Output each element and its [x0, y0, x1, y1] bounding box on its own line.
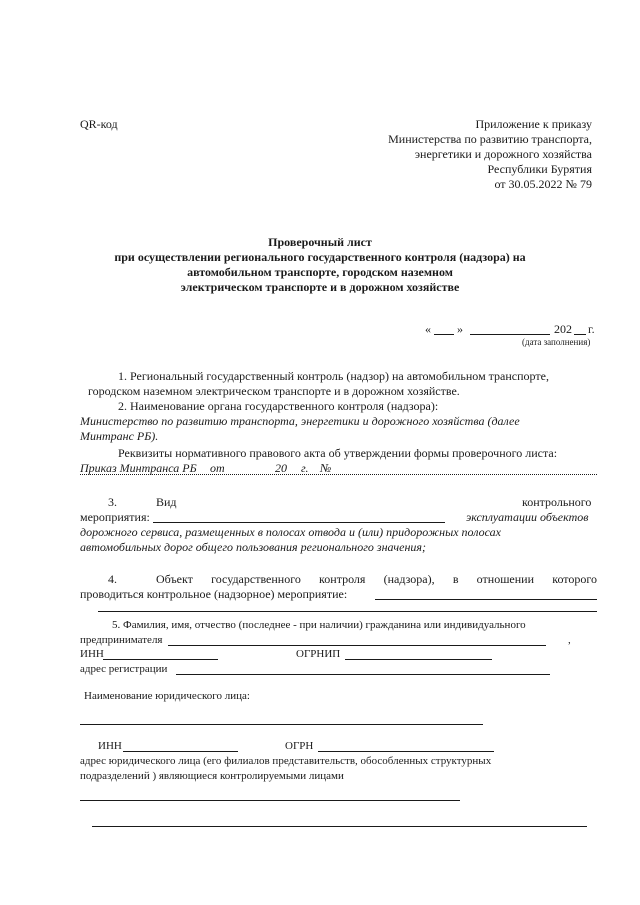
item-3-type-line [153, 522, 445, 523]
date-year-line [574, 334, 586, 335]
legal-inn-label: ИНН [98, 740, 122, 752]
item-3-italic-1: эксплуатации объектов [466, 510, 589, 524]
date-day-line [434, 334, 454, 335]
item-3-italic-2: дорожного сервиса, размещенных в полосах отвода и (или) придорожных полосах [80, 525, 501, 539]
section-5-ogrnip-line [345, 659, 492, 660]
title-line: при осуществлении регионального государственного контроля (надзора) на [114, 250, 526, 264]
qr-code-label: QR-код [80, 117, 118, 131]
item-4-extra-line [98, 611, 597, 612]
date-close-quote: » [457, 322, 463, 336]
item-2-requisites: Реквизиты нормативного правового акта об утверждении формы проверочного листа: [118, 446, 558, 460]
item-4-object-line [375, 599, 597, 600]
section-5-comma: , [568, 634, 571, 646]
legal-ogrn-line [318, 751, 494, 752]
item-4-text: Объект государственного контроля (надзора), в отношении которого [156, 572, 597, 586]
appendix-block [388, 117, 592, 192]
title-line: автомобильном транспорте, городском наземном [187, 265, 453, 279]
date-caption: (дата заполнения) [522, 337, 591, 347]
date-month-line [470, 334, 550, 335]
item-2-order-g: г. [301, 461, 309, 475]
section-5-line-1: 5. Фамилия, имя, отчество (последнее - при наличии) гражданина или индивидуального [112, 619, 526, 631]
document-title [0, 235, 640, 295]
bottom-line [92, 826, 587, 827]
legal-address-line [80, 800, 460, 801]
item-2-heading: 2. Наименование органа государственного контроля (надзора): [118, 399, 439, 413]
item-4-number: 4. [108, 572, 117, 586]
item-2-order-from: от [210, 461, 225, 475]
legal-inn-line [123, 751, 238, 752]
date-year: 202 [554, 322, 572, 336]
section-5-entrepreneur-label: предпринимателя [80, 634, 163, 646]
section-5-inn-line [103, 659, 218, 660]
section-5-address-line [176, 674, 550, 675]
item-1-line-1: 1. Региональный государственный контроль (надзор) на автомобильном транспорте, [118, 369, 549, 383]
item-2-ministry-line-2: Минтранс РБ). [80, 429, 159, 443]
item-3-italic-3: автомобильных дорог общего пользования регионального значения; [80, 540, 426, 554]
appendix-line: Министерства по развитию транспорта, [388, 132, 592, 146]
date-open-quote: « [425, 322, 431, 336]
item-2-order-line [80, 474, 597, 475]
item-2-order-number: № [320, 461, 332, 475]
appendix-line: от 30.05.2022 № 79 [494, 177, 592, 191]
item-4-line-2: проводиться контрольное (надзорное) мероприятие: [80, 587, 348, 601]
appendix-line: Приложение к приказу [475, 117, 592, 131]
legal-entity-label: Наименование юридического лица: [84, 690, 250, 702]
item-1-line-2: городском наземном электрическом транспорте и в дорожном хозяйстве. [88, 384, 460, 398]
section-5-entrepreneur-line [168, 645, 546, 646]
item-3-kontrolnogo: контрольного [522, 495, 592, 509]
item-3-vid: Вид [156, 495, 177, 509]
section-5-address-label: адрес регистрации [80, 663, 168, 675]
title-line: электрическом транспорте и в дорожном хозяйстве [180, 280, 460, 294]
item-3-number: 3. [108, 495, 117, 509]
legal-entity-line [80, 724, 483, 725]
item-3-meropriyatiya: мероприятия: [80, 510, 150, 524]
item-2-ministry-line-1: Министерство по развитию транспорта, энергетики и дорожного хозяйства (далее [80, 414, 520, 428]
legal-address-line-1: адрес юридического лица (его филиалов представительств, обособленных структурных [80, 755, 492, 767]
appendix-line: энергетики и дорожного хозяйства [414, 147, 592, 161]
date-year-suffix: г. [588, 322, 595, 336]
section-5-inn-label: ИНН [80, 648, 104, 660]
item-2-order-year: 20 [275, 461, 287, 475]
title-line: Проверочный лист [268, 235, 372, 249]
item-2-order: Приказ Минтранса РБ [80, 461, 197, 475]
legal-ogrn-label: ОГРН [285, 740, 314, 752]
section-5-ogrnip-label: ОГРНИП [296, 648, 341, 660]
appendix-line: Республики Бурятия [487, 162, 592, 176]
legal-address-line-2: подразделений ) являющиеся контролируемыми лицами [80, 770, 344, 782]
